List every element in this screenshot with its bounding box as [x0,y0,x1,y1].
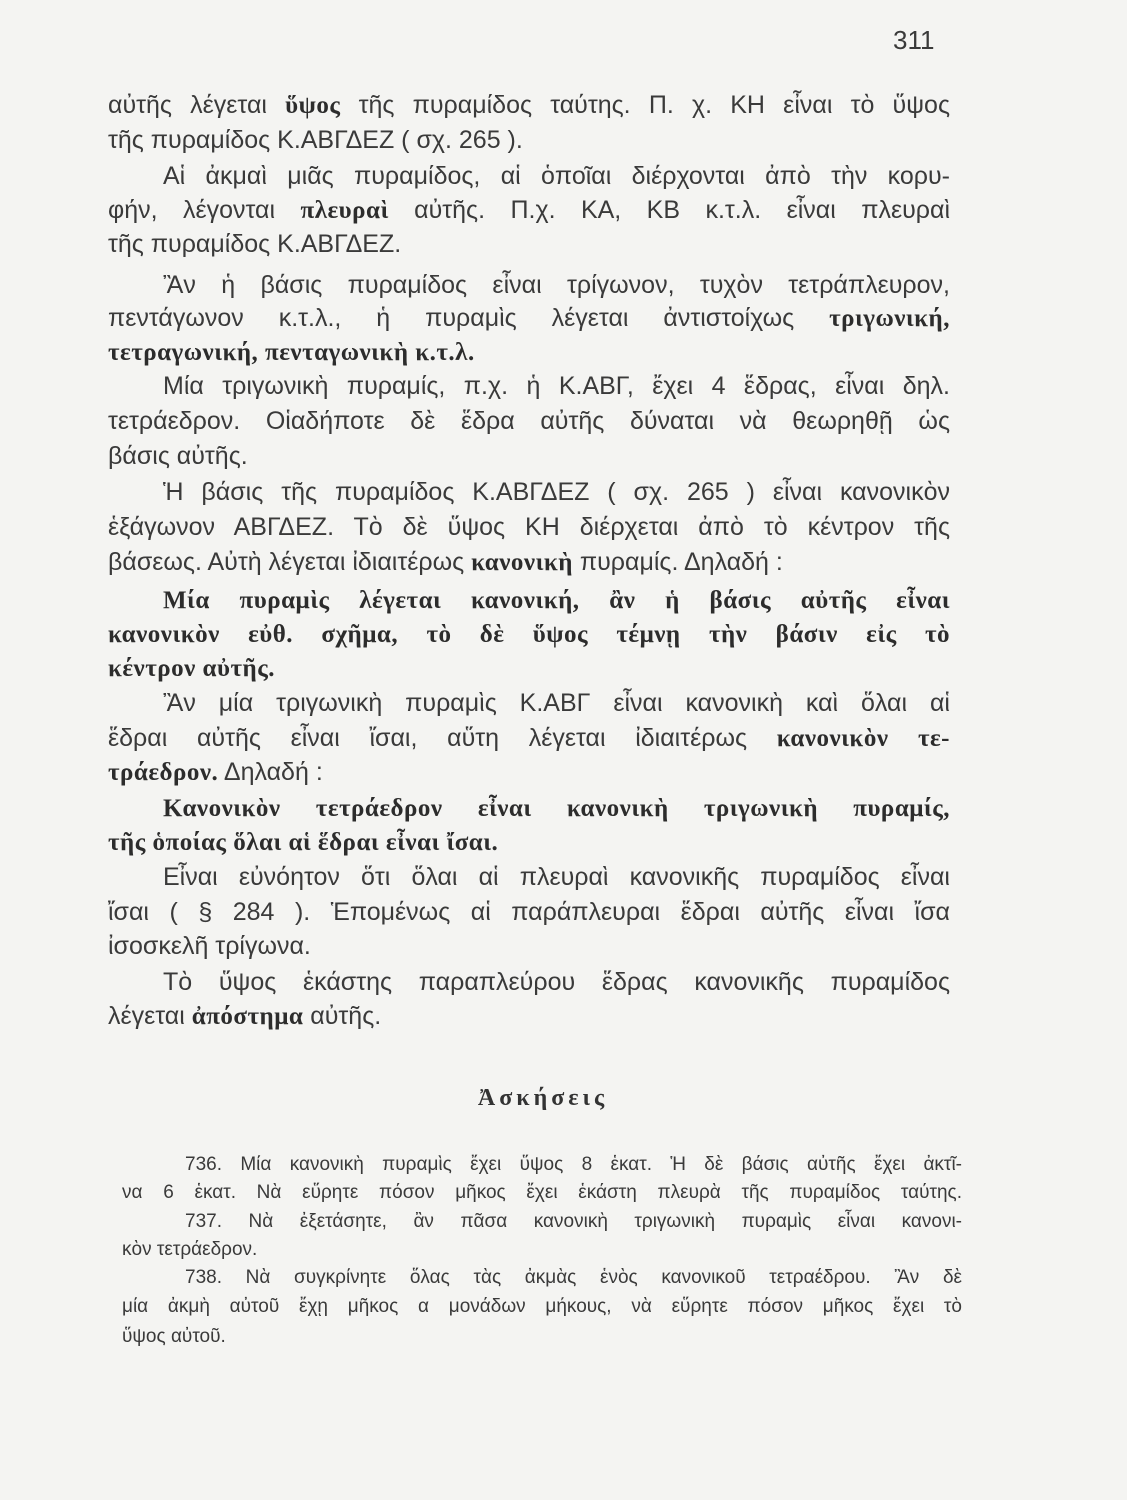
bold-term: κέντρον αὐτῆς. [108,655,275,682]
page-number: 311 [893,25,935,55]
text-run: αὐτῆς λέγεται [108,91,286,119]
text-line [108,227,950,261]
text-run: Αἱ ἀκμαὶ μιᾶς πυραμίδος, αἱ ὁποῖαι διέρχονται ἀπὸ τὴν κορυ- [163,162,950,190]
text-line [108,895,950,929]
exercise-line: μία ἀκμὴ αὐτοῦ ἔχῃ μῆκος α μονάδων μήκους, νὰ εὕρητε πόσον μῆκος ἔχει τὸ [122,1296,962,1317]
text-run: πυραμίς. Δηλαδή : [572,548,783,576]
bold-term: κανονικὸν εὐθ. σχῆμα, τὸ δὲ ὕψος τέμνῃ τὴν βάσιν εἰς τὸ [108,621,950,648]
text-line [108,999,950,1033]
text-line [108,929,950,963]
text-line [108,88,950,122]
definition-line [108,651,950,685]
bold-term: κανονικὴ [471,549,573,576]
exercise-line: 737. Νὰ ἐξετάσητε, ἂν πᾶσα κανονικὴ τριγωνικὴ πυραμὶς εἶναι κανονι- [185,1211,962,1232]
bold-term: τράεδρον. [108,759,219,786]
exercises-heading: Ἀσκήσεις [477,1085,609,1111]
exercise-line: 738. Νὰ συγκρίνητε ὅλας τὰς ἀκμὰς ἑνὸς κανονικοῦ τετραέδρου. Ἂν δὲ [185,1267,962,1288]
text-run: τετράεδρον. Οἱαδήποτε δὲ ἕδρα αὐτῆς δύναται νὰ θεωρηθῇ ὡς [108,407,950,435]
bold-term: ὕψος [285,92,341,119]
definition-line [108,825,950,859]
text-run: βάσις αὐτῆς. [108,442,248,470]
text-line [163,965,950,999]
text-run: Εἶναι εὐνόητον ὅτι ὅλαι αἱ πλευραὶ κανονικῆς πυραμίδος εἶναι [163,863,950,891]
text-run: αὐτῆς. [303,1002,382,1030]
text-line [108,510,950,544]
definition-line [163,583,950,617]
bold-term: πλευραὶ [300,197,389,224]
definition-line [163,791,950,825]
bold-term: κανονικὸν τε- [776,725,951,752]
text-line [108,404,950,438]
text-run: ἴσαι ( § 284 ). Ἑπομένως αἱ παράπλευραι ἕδραι αὐτῆς εἶναι ἴσα [108,898,950,926]
text-line [163,686,950,720]
definition-line [108,617,950,651]
text-run: ἕδραι αὐτῆς εἶναι ἴσαι, αὕτη λέγεται ἰδιαιτέρως [108,724,777,752]
text-run: Μία τριγωνικὴ πυραμίς, π.χ. ἡ Κ.ΑΒΓ, ἔχει 4 ἕδρας, εἶναι δηλ. [163,372,950,400]
bold-term: ἀπόστημα [191,1003,304,1030]
bold-term: Μία πυραμὶς λέγεται κανονική, ἂν ἡ βάσις αὐτῆς εἶναι [163,587,950,614]
text-line [108,335,950,369]
text-run: φήν, λέγονται [108,196,301,224]
text-run: Ἂν ἡ βάσις πυραμίδος εἶναι τρίγωνον, τυχὸν τετράπλευρον, [163,271,950,299]
bold-term: τῆς ὁποίας ὅλαι αἱ ἕδραι εἶναι ἴσαι. [108,829,499,856]
text-run: Ἂν μία τριγωνικὴ πυραμὶς Κ.ΑΒΓ εἶναι κανονικὴ καὶ ὅλαι αἱ [163,689,950,717]
text-run: τῆς πυραμίδος ταύτης. Π. χ. ΚΗ εἶναι τὸ ὕψος [340,91,950,119]
bold-term: Κανονικὸν τετράεδρον εἶναι κανονικὴ τριγωνικὴ πυραμίς, [163,795,950,822]
text-line [163,475,950,509]
text-run: ἰσοσκελῆ τρίγωνα. [108,932,311,960]
text-line [163,159,950,193]
text-run: Ἡ βάσις τῆς πυραμίδος Κ.ΑΒΓΔΕΖ ( σχ. 265 ) εἶναι κανονικὸν [163,478,950,506]
exercise-line: ὕψος αὐτοῦ. [122,1326,226,1347]
bold-term: τετραγωνική, πενταγωνικὴ κ.τ.λ. [108,339,475,366]
exercise-line: να 6 ἑκατ. Νὰ εὕρητε πόσον μῆκος ἔχει ἑκάστη πλευρὰ τῆς πυραμίδος ταύτης. [122,1182,962,1203]
text-run: πεντάγωνον κ.τ.λ., ἡ πυραμὶς λέγεται ἀντιστοίχως [108,304,830,332]
text-line [108,193,950,227]
text-run: αὐτῆς. Π.χ. ΚΑ, ΚΒ κ.τ.λ. εἶναι πλευραὶ [388,196,951,224]
text-line [163,369,950,403]
text-line [108,439,950,473]
text-run: βάσεως. Αὐτὴ λέγεται ἰδιαιτέρως [108,548,472,576]
text-line [163,860,950,894]
text-run: Δηλαδή : [218,758,323,786]
text-line [163,268,950,302]
exercise-line: κὸν τετράεδρον. [122,1239,258,1260]
text-line [108,545,950,579]
text-line [108,123,950,157]
text-line [108,755,950,789]
text-line [108,721,950,755]
text-run: λέγεται [108,1002,192,1030]
text-line [108,301,950,335]
text-run: ἑξάγωνον ΑΒΓΔΕΖ. Τὸ δὲ ὕψος ΚΗ διέρχεται ἀπὸ τὸ κέντρον τῆς [108,513,950,541]
bold-term: τριγωνική, [829,305,950,332]
text-run: τῆς πυραμίδος Κ.ΑΒΓΔΕΖ. [108,230,402,258]
text-run: τῆς πυραμίδος Κ.ΑΒΓΔΕΖ ( σχ. 265 ). [108,126,523,154]
text-run: Τὸ ὕψος ἑκάστης παραπλεύρου ἕδρας κανονικῆς πυραμίδος [163,968,950,996]
exercise-line: 736. Μία κανονικὴ πυραμὶς ἔχει ὕψος 8 ἑκατ. Ἡ δὲ βάσις αὐτῆς ἔχει ἀκτῖ- [185,1154,962,1175]
